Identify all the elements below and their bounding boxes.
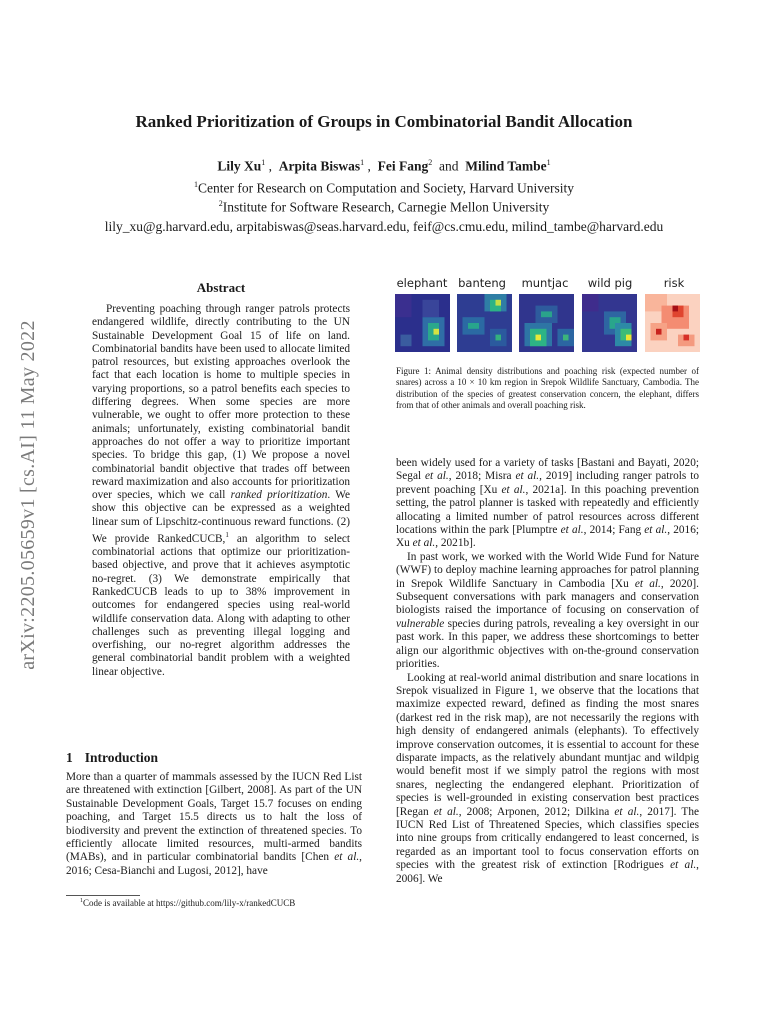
- abstract-emphasis: ranked prioritization: [230, 489, 328, 502]
- figure-label: banteng: [458, 276, 506, 290]
- intro-text: More than a quarter of mammals assessed by the IUCN Red List are threatened with extinction [Gilbert, 2008]. As part of the UN Sustainable Development Goals, Target 15.7 focuses on ending poaching, and Target 15.5 directs us to halt the loss of biodiversity and prevent the extinction of threatened species. To efficiently allocate limited resources, multi-armed bandits (MABs), and in particular combinatorial bandits [Chen: [66, 771, 362, 864]
- muntjac-density-map: [519, 294, 574, 352]
- paragraph: [396, 551, 699, 672]
- text-run: , 2020]. Subsequent conversations with park managers and conservation biologists raised the importance of focusing on conservation of: [396, 577, 699, 617]
- text-run: , 2008; Arponen, 2012; Dilkina: [458, 805, 615, 818]
- affiliation-text: Institute for Software Research, Carnegie Mellon University: [222, 199, 550, 215]
- banteng-density-map: [457, 294, 512, 352]
- text-run: , 2021b].: [435, 537, 476, 550]
- paragraph: [396, 457, 699, 551]
- footnote-divider: [66, 895, 140, 896]
- citation-etal: et al.: [412, 537, 436, 550]
- citation-etal: et al.: [634, 577, 661, 590]
- author-emails: lily_xu@g.harvard.edu, arpitabiswas@seas.harvard.edu, feif@cs.cmu.edu, milind_tambe@harvard.edu: [104, 219, 664, 234]
- risk-map: [645, 294, 700, 352]
- abstract-text: Preventing poaching through ranger patrols protects endangered wildlife, directly contributing to the UN Sustainable Development Goal 15 of life on land. Combinatorial bandits have been used to allocate limited patrol resources, but existing approaches overlook the fact that each location is home to multiple species in varying proportions, so a patrol benefits each species to differing degrees. When some species are more vulnerable, we ought to offer more protection to these animals; unfortunately, existing combinatorial bandit approaches do not offer a way to prioritize important species. To bridge this gap, (1) We propose a novel combinatorial bandit objective that trades off between reward maximization and also accounts for prioritization over species, which we call: [92, 303, 350, 502]
- author-affil-mark: 2: [428, 158, 433, 167]
- abstract-text: . We show this objective can be expressed as a weighted linear sum of Lipschitz-continuous reward functions. (2) We provide RankedCUCB,: [92, 489, 350, 545]
- text-run: In past work, we worked with the World Wide Fund for Nature (WWF) to deploy machine learning approaches for patrol planning in Srepok Wildlife Sanctuary in Cambodia [Xu: [396, 550, 699, 590]
- author-name: Fei Fang: [377, 158, 429, 174]
- arxiv-stamp: arXiv:2205.05659v1 [cs.AI] 11 May 2022: [17, 320, 39, 670]
- intro-emphasis: et al.: [334, 851, 360, 864]
- affiliation-mark: 1: [194, 180, 199, 189]
- paper-title: Ranked Prioritization of Groups in Combinatorial Bandit Allocation: [135, 112, 633, 131]
- citation-etal: et al.: [425, 470, 449, 483]
- author-name: Milind Tambe: [465, 158, 547, 174]
- figure-label: risk: [663, 276, 685, 290]
- affiliation-mark: 2: [218, 199, 223, 208]
- text-run: species during patrols, revealing a key oversight in our past work. In this paper, we address these shortcomings to better align our algorithmic objectives with on-the-ground conservation priorities.: [396, 617, 699, 671]
- footnote-text: Code is available at https://github.com/lily-x/rankedCUCB: [83, 898, 296, 908]
- figure-label: elephant: [396, 276, 448, 290]
- citation-etal: et al.: [614, 805, 640, 818]
- citation-etal: et al.: [644, 524, 668, 537]
- citation-etal: et al.: [501, 483, 526, 496]
- figure-1: [393, 276, 699, 360]
- abstract-text: an algorithm to select combinatorial actions that optimize our prioritization-based objective, and prove that it achieves asymptotic no-regret. (3) We demonstrate empirically that RankedCUCB leads to up to 38% improvement in outcomes for endangered species using real-world wildlife conservation data. Along with adapting to other challenges such as preventing illegal logging and overfishing, our no-regret algorithm addresses the general combinatorial bandit problem with a weighted linear objective.: [92, 532, 350, 678]
- text-run: , 2014; Fang: [583, 524, 645, 537]
- text-run: Looking at real-world animal distribution and snare locations in Srepok visualized in Figure 1, we observe that the locations that maximize expected reward, defined as finding the most snares (darkest red in the risk map), are not necessarily the regions with high density of endangered animals (elephants). To effectively improve conservation outcomes, it is essential to account for these disparate impacts, as the relatively abundant muntjac and wildpig would benefit most if we simply patrol the regions with most snares, neglecting the endangered elephant. Prioritization of species is well-grounded in existing conservation best practices [Regan: [396, 671, 699, 818]
- figure-caption: Figure 1: Animal density distributions and poaching risk (expected number of snares) across a 10 × 10 km region in Srepok Wildlife Sanctuary, Cambodia. The distribution of the species of greatest conservation concern, the elephant, differs from that of other animals and overall poaching risk.: [396, 366, 699, 411]
- abstract-heading: Abstract: [196, 280, 246, 295]
- citation-etal: et al.: [670, 859, 697, 872]
- text-run: , 2019] including ranger patrols to prevent poaching [Xu: [396, 470, 700, 496]
- figure-label: muntjac: [521, 276, 569, 290]
- section-number: 1: [66, 750, 73, 765]
- introduction-body: [66, 771, 362, 878]
- text-run: , 2021a]. In this poaching prevention setting, the patrol planner is tasked with repeatedly and efficiently allocating a limited number of patrol resources across different locations within the park [Plumptre: [396, 483, 700, 537]
- figure-label: wild pig: [587, 276, 633, 290]
- intro-text: , 2016; Cesa-Bianchi and Lugosi, 2012], have: [66, 851, 362, 877]
- affiliation-2: [0, 199, 768, 216]
- text-run: , 2018; Misra: [448, 470, 516, 483]
- citation-etal: et al.: [433, 805, 459, 818]
- right-column-body: [396, 457, 699, 886]
- paragraph: [396, 672, 699, 887]
- section-heading: [66, 750, 158, 766]
- author-name: Lily Xu: [217, 158, 262, 174]
- wild-pig-density-map: [582, 294, 637, 352]
- citation-etal: et al.: [560, 524, 584, 537]
- footnote: [80, 898, 295, 908]
- author-list: Lily Xu$^1$ , Arpita Biswas$^1$ , Fei Fang$^2$ and Milind Tambe$^1$: [217, 158, 551, 174]
- emphasis: vulnerable: [396, 617, 445, 630]
- affiliation-text: Center for Research on Computation and Society, Harvard University: [198, 180, 574, 196]
- author-affil-mark: 1: [261, 158, 266, 167]
- section-title: Introduction: [84, 750, 159, 765]
- author-name: Arpita Biswas: [278, 158, 361, 174]
- text-run: , 2017]. The IUCN Red List of Threatened Species, which classifies species into nine groups from critically endangered to least concerned, is regarded as an important tool to focus conservation efforts on species with the greatest risk of extinction [Rodrigues: [396, 805, 699, 872]
- text-run: , 2016; Xu: [396, 524, 699, 550]
- text-run: , 2006]. We: [396, 859, 699, 885]
- footnote-mark: 1: [80, 898, 83, 904]
- author-affil-mark: 1: [360, 158, 365, 167]
- affiliation-1: [0, 180, 768, 197]
- citation-etal: et al.: [515, 470, 540, 483]
- author-affil-mark: 1: [546, 158, 551, 167]
- elephant-density-map: [395, 294, 450, 352]
- footnote-ref: 1: [225, 531, 229, 540]
- text-run: been widely used for a variety of tasks [Bastani and Bayati, 2020; Segal: [396, 457, 699, 483]
- abstract-body: [92, 303, 350, 679]
